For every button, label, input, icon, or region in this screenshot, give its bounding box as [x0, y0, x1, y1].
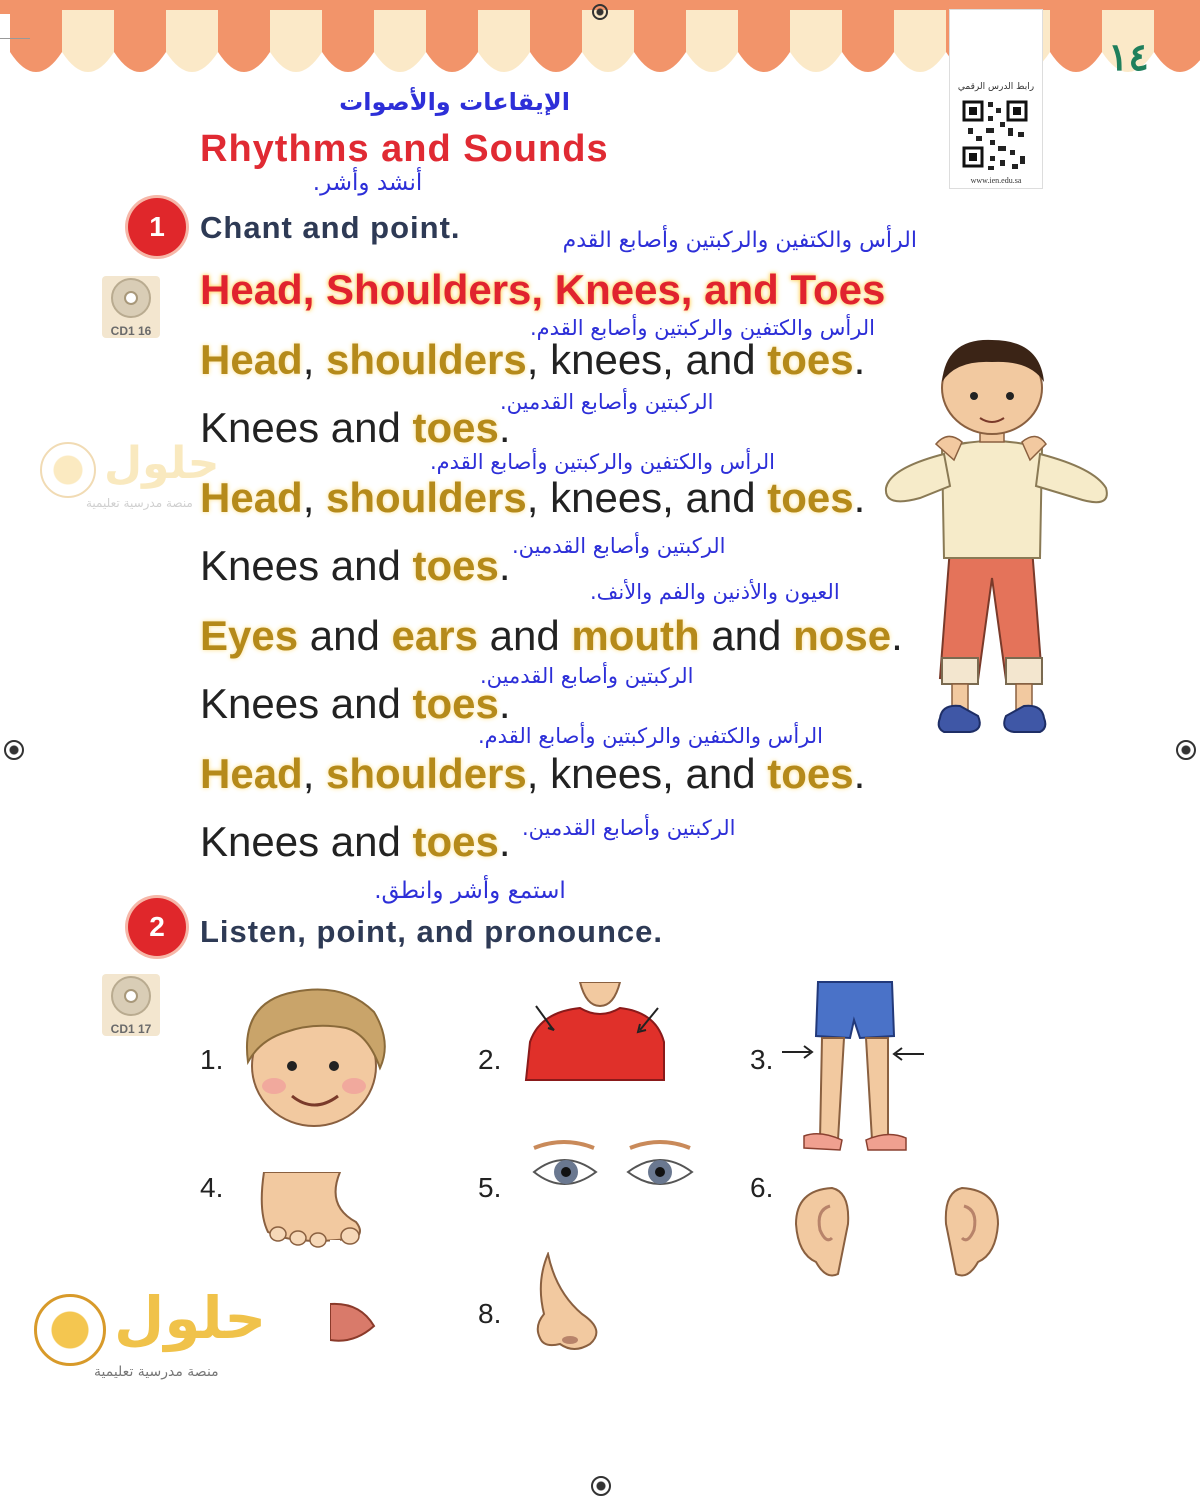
highlighted-word: shoulders: [326, 474, 527, 521]
audio-cd-1-icon[interactable]: [102, 276, 160, 338]
watermark-logo-bottom: [32, 1280, 292, 1390]
line-text: Knees and: [200, 680, 413, 727]
awning-scallop: [1050, 10, 1102, 72]
line-text: .: [498, 818, 511, 865]
awning-scallop: [478, 10, 530, 72]
chant-line-arabic: الركبتين وأصابع القدمين.: [480, 664, 694, 688]
line-text: .: [498, 404, 511, 451]
awning-scallop: [374, 10, 426, 72]
line-text: ,: [302, 750, 327, 797]
line-text: ,: [302, 474, 327, 521]
highlighted-word: Head: [200, 474, 303, 521]
awning-scallop: [582, 10, 634, 72]
chant-line: [200, 542, 511, 590]
awning-scallop: [634, 10, 686, 72]
chant-line: [200, 612, 903, 660]
awning-scallop: [894, 10, 946, 72]
awning-scallop: [530, 10, 582, 72]
line-text: Knees and: [200, 404, 413, 451]
corner-crosshair-top-left-icon: [0, 38, 30, 39]
highlighted-word: nose: [793, 612, 892, 659]
line-text: Knees and: [200, 818, 413, 865]
awning-scallop: [114, 10, 166, 72]
highlighted-word: toes: [767, 336, 854, 383]
line-text: and: [298, 612, 392, 659]
chant-line: [200, 336, 865, 384]
highlighted-word: shoulders: [326, 750, 527, 797]
highlighted-word: shoulders: [326, 336, 527, 383]
chant-line-arabic: الرأس والكتفين والركبتين وأصابع القدم.: [530, 316, 875, 340]
chant-line-arabic: الركبتين وأصابع القدمين.: [522, 816, 736, 840]
ears-picture[interactable]: [792, 1184, 1002, 1284]
chant-line-arabic: العيون والأذنين والفم والأنف.: [590, 580, 840, 604]
awning-scallop: [322, 10, 374, 72]
line-text: Knees and: [200, 542, 413, 589]
line-text: .: [853, 336, 866, 383]
highlighted-word: toes: [767, 750, 854, 797]
qr-caption-bottom: www.ien.edu.sa: [970, 176, 1022, 185]
cd-disc-icon: [102, 276, 160, 320]
awning-scallop: [738, 10, 790, 72]
nose-picture[interactable]: [530, 1252, 610, 1360]
item-number-5: 5.: [478, 1172, 502, 1203]
line-text: .: [891, 612, 903, 659]
song-title: Head, Shoulders, Knees, and Toes: [200, 266, 886, 313]
chant-line: [200, 404, 511, 452]
page-number: ١٤: [1108, 34, 1149, 79]
watermark-brand-bottom: حلول: [114, 1284, 267, 1352]
mouth-picture[interactable]: [330, 1298, 376, 1348]
line-text: and: [477, 612, 572, 659]
item-number-6: 6.: [750, 1172, 774, 1203]
awning-scallop: [270, 10, 322, 72]
watermark-brand-mid: حلول: [104, 438, 220, 489]
awning-scallop: [1154, 10, 1200, 72]
registration-mark-right-icon: [1176, 740, 1196, 760]
chant-line-arabic: الركبتين وأصابع القدمين.: [512, 534, 726, 558]
page-title: Rhythms and Sounds: [200, 128, 609, 170]
highlighted-word: toes: [767, 474, 854, 521]
toes-picture[interactable]: [256, 1172, 366, 1252]
item-number-3: 3.: [750, 1044, 774, 1075]
qr-caption-top: رابط الدرس الرقمي: [957, 82, 1035, 92]
audio-cd-2-icon[interactable]: [102, 974, 160, 1036]
awning-scallop: [166, 10, 218, 72]
watermark-book-icon: [40, 442, 96, 498]
line-text: .: [498, 680, 511, 727]
highlighted-word: Eyes: [200, 612, 299, 659]
registration-mark-top-icon: [592, 4, 608, 20]
awning-scallop: [686, 10, 738, 72]
registration-mark-left-icon: [4, 740, 24, 760]
awning-scallop: [790, 10, 842, 72]
highlighted-word: toes: [412, 818, 499, 865]
highlighted-word: mouth: [571, 612, 700, 659]
awning-scallop: [842, 10, 894, 72]
section1-instruction-arabic: أنشد وأشر.: [312, 170, 423, 196]
section2-instruction: Listen, point, and pronounce.: [200, 914, 663, 949]
line-text: .: [853, 750, 866, 797]
item-number-8: 8.: [478, 1298, 502, 1329]
section1-instruction: Chant and point.: [200, 210, 461, 245]
watermark-logo-mid: [38, 430, 228, 520]
highlighted-word: Head: [200, 750, 303, 797]
watermark-book-icon: [34, 1294, 106, 1366]
chant-line-arabic: الرأس والكتفين والركبتين وأصابع القدم.: [430, 450, 775, 474]
watermark-tagline-mid: منصة مدرسية تعليمية: [86, 496, 193, 510]
highlighted-word: toes: [412, 404, 499, 451]
highlighted-word: ears: [391, 612, 478, 659]
line-text: .: [853, 474, 866, 521]
item-number-4: 4.: [200, 1172, 224, 1203]
knees-picture[interactable]: [780, 980, 930, 1156]
chant-line: [200, 474, 865, 522]
awning-scallop: [426, 10, 478, 72]
watermark-tagline-bottom: منصة مدرسية تعليمية: [94, 1364, 219, 1380]
awning-scallop: [10, 10, 62, 72]
song-title-arabic: الرأس والكتفين والركبتين وأصابع القدم: [562, 228, 917, 253]
section1-number-badge: 1: [128, 198, 186, 256]
item-number-1: 1.: [200, 1044, 224, 1075]
head-picture[interactable]: [234, 982, 394, 1132]
awning-scallop: [62, 10, 114, 72]
section2-instruction-arabic: استمع وأشر وانطق.: [374, 878, 566, 904]
chant-line-arabic: الرأس والكتفين والركبتين وأصابع القدم.: [478, 724, 823, 748]
eyes-picture[interactable]: [530, 1138, 696, 1202]
chant-line: [200, 750, 865, 798]
cd-disc-icon: [102, 974, 160, 1018]
section2-number-badge: 2: [128, 898, 186, 956]
qr-code-card[interactable]: [950, 10, 1042, 188]
line-text: and: [699, 612, 794, 659]
line-text: , knees, and: [526, 750, 768, 797]
shoulders-picture[interactable]: [520, 982, 670, 1082]
highlighted-word: toes: [412, 542, 499, 589]
line-text: ,: [302, 336, 327, 383]
highlighted-word: Head: [200, 336, 303, 383]
line-text: , knees, and: [526, 474, 768, 521]
line-text: , knees, and: [526, 336, 768, 383]
title-arabic: الإيقاعات والأصوات: [339, 88, 570, 116]
chant-line: [200, 680, 511, 728]
cd1-16-label: CD1 16: [110, 324, 152, 338]
awning-scallop: [218, 10, 270, 72]
cd1-17-label: CD1 17: [110, 1022, 152, 1036]
highlighted-word: toes: [412, 680, 499, 727]
registration-mark-bottom-icon: [591, 1476, 611, 1496]
qr-code-icon: [960, 98, 1030, 174]
item-number-2: 2.: [478, 1044, 502, 1075]
line-text: .: [498, 542, 511, 589]
chant-line-arabic: الركبتين وأصابع القدمين.: [500, 390, 714, 414]
chant-line: [200, 818, 511, 866]
boy-pointing-shoulders-illustration: [880, 338, 1116, 768]
